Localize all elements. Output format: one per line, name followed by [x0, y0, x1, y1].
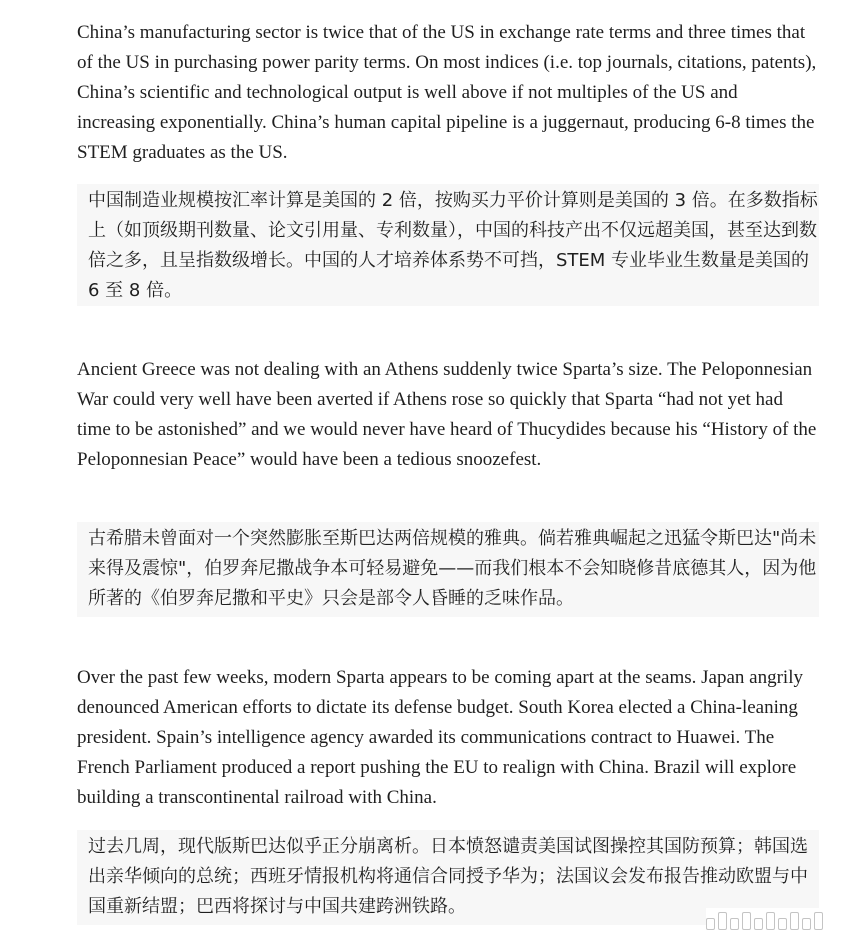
english-paragraph-2: Ancient Greece was not dealing with an Athens suddenly twice Sparta’s size. The Peloponnesian War could very well have been averted if Athens rose so quickly that Sparta “had not yet had time to be astonished” and we would never have heard of Thucydides because his “History of the Peloponnesian Peace” would have been a tedious snoozefest.: [77, 359, 817, 470]
chinese-translation-2: 古希腊未曾面对一个突然膨胀至斯巴达两倍规模的雅典。倘若雅典崛起之迅猛令斯巴达"尚未来得及震惊"，伯罗奔尼撒战争本可轻易避免——而我们根本不会知晓修昔底德其人，因为他所著的《伯罗奔尼撒和平史》只会是部令人昏睡的乏味作品。: [77, 522, 819, 617]
english-paragraph-1: China’s manufacturing sector is twice that of the US in exchange rate terms and three times that of the US in purchasing power parity terms. On most indices (i.e. top journals, citations, patents), China’s scientific and technological output is well above if not multiples of the US and increasing exponentially. China’s human capital pipeline is a juggernaut, producing 6-8 times the STEM graduates as the US.: [77, 22, 817, 163]
chinese-translation-1: 中国制造业规模按汇率计算是美国的 2 倍，按购买力平价计算则是美国的 3 倍。在多数指标上（如顶级期刊数量、论文引用量、专利数量），中国的科技产出不仅远超美国，甚至达到数倍之多，且呈指数级增长。中国的人才培养体系势不可挡，STEM 专业毕业生数量是美国的 6 至 8 倍。: [77, 184, 819, 306]
english-paragraph-3: Over the past few weeks, modern Sparta appears to be coming apart at the seams. Japan angrily denounced American efforts to dictate its defense budget. South Korea elected a China-leaning president. Spain’s intelligence agency awarded its communications contract to Huawei. The French Parliament produced a report pushing the EU to realign with China. Brazil will explore building a transcontinental railroad with China.: [77, 667, 803, 808]
layout-toggle-icon[interactable]: [706, 908, 836, 930]
chinese-translation-3: 过去几周，现代版斯巴达似乎正分崩离析。日本愤怒谴责美国试图操控其国防预算；韩国选出亲华倾向的总统；西班牙情报机构将通信合同授予华为；法国议会发布报告推动欧盟与中国重新结盟；巴西将探讨与中国共建跨洲铁路。: [77, 830, 819, 925]
